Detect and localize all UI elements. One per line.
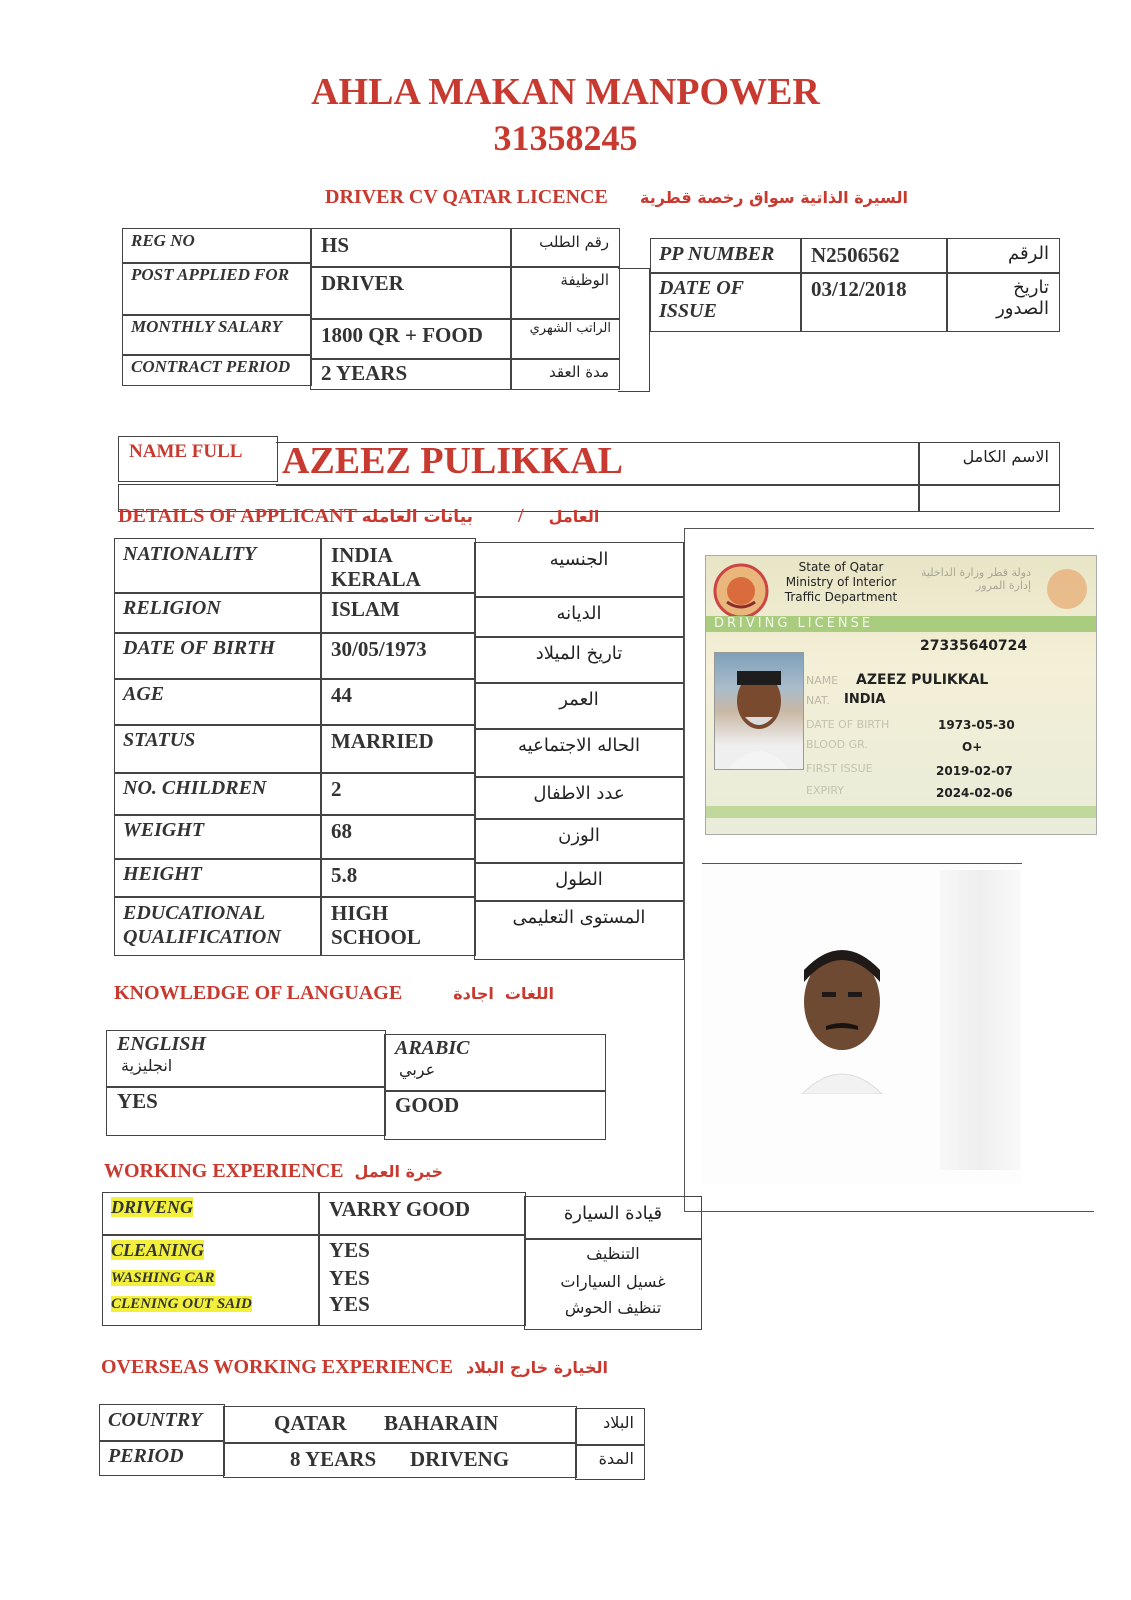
driving-label: DRIVENG — [111, 1197, 194, 1217]
weight-ar: الوزن — [558, 825, 600, 846]
status-value: MARRIED — [331, 729, 434, 753]
name-table — [118, 436, 1060, 512]
card-blood-label: BLOOD GR. — [806, 738, 868, 751]
country-ar: البلاد — [603, 1413, 634, 1432]
contract-value: 2 YEARS — [321, 361, 408, 385]
card-bottom-band — [706, 806, 1096, 818]
cleaning-ar: التنظيف — [586, 1244, 640, 1263]
company-phone: 31358245 — [493, 118, 638, 158]
washing-ar: غسيل السيارات — [560, 1272, 666, 1291]
country-value-2: BAHARAIN — [384, 1411, 499, 1435]
cv-title-ar: السيرة الذاتية سواق رخصة قطرية — [640, 188, 908, 207]
language-table — [106, 1030, 606, 1140]
washing-label: WASHING CAR — [111, 1270, 215, 1286]
english-level: YES — [117, 1089, 158, 1113]
education-label: EDUCATIONAL QUALIFICATION — [123, 902, 281, 948]
card-name: AZEEZ PULIKKAL — [856, 672, 989, 688]
details-table — [114, 538, 686, 962]
country-label: COUNTRY — [108, 1409, 203, 1431]
card-issue-label: FIRST ISSUE — [806, 762, 873, 775]
age-label: AGE — [123, 683, 165, 705]
nationality-label: NATIONALITY — [123, 543, 257, 565]
post-value: DRIVER — [321, 271, 404, 295]
name-ar: الاسم الكامل — [962, 447, 1049, 466]
period-value-1: 8 YEARS — [290, 1447, 377, 1471]
reg-no-label: REG NO — [131, 231, 195, 250]
card-nat-label: NAT. — [806, 694, 830, 707]
age-ar: العمر — [559, 689, 599, 710]
issue-date-label: DATE OF ISSUE — [659, 277, 744, 322]
work-table — [102, 1192, 702, 1334]
card-seal-icon — [1044, 566, 1090, 612]
outside-cleaning-value: YES — [329, 1292, 370, 1316]
company-name: AHLA MAKAN MANPOWER — [311, 71, 820, 113]
work-heading: WORKING EXPERIENCE خيرة العمل — [104, 1160, 444, 1182]
full-name: AZEEZ PULIKKAL — [282, 440, 624, 482]
religion-label: RELIGION — [123, 597, 221, 619]
card-blood: O+ — [962, 740, 983, 754]
post-label: POST APPLIED FOR — [131, 265, 290, 284]
status-ar: الحاله الاجتماعيه — [518, 735, 640, 756]
card-expiry: 2024-02-06 — [936, 786, 1013, 800]
qatar-emblem-icon — [712, 562, 770, 620]
card-issuer: State of Qatar Ministry of Interior Traffic Department — [784, 560, 898, 604]
cleaning-label: CLEANING — [111, 1240, 205, 1260]
period-ar: المدة — [598, 1449, 634, 1468]
issue-date-ar: تاريخ الصدور — [996, 277, 1049, 319]
driving-license-card — [705, 555, 1097, 835]
height-ar: الطول — [555, 869, 603, 890]
salary-label: MONTHLY SALARY — [131, 317, 282, 336]
children-label: NO. CHILDREN — [123, 777, 267, 799]
height-label: HEIGHT — [123, 863, 202, 885]
salary-value: 1800 QR + FOOD — [321, 323, 483, 347]
language-heading: KNOWLEDGE OF LANGUAGE اللغات اجادة — [114, 982, 555, 1004]
pp-number-value: N2506562 — [811, 243, 900, 267]
post-ar: الوظيفة — [560, 271, 609, 289]
issue-date-value: 03/12/2018 — [811, 277, 907, 301]
card-expiry-label: EXPIRY — [806, 784, 845, 797]
passport-table — [650, 238, 1060, 334]
driving-ar: قيادة السيارة — [563, 1203, 663, 1224]
nationality-ar: الجنسيه — [549, 549, 609, 570]
card-dob: 1973-05-30 — [938, 718, 1015, 732]
salary-ar: الراتب الشهري — [529, 321, 611, 336]
height-value: 5.8 — [331, 863, 358, 887]
religion-ar: الديانه — [556, 603, 602, 624]
reg-no-value: HS — [321, 233, 350, 257]
pp-number-ar: الرقم — [1007, 243, 1049, 264]
applicant-photo — [702, 863, 1022, 1184]
card-issue: 2019-02-07 — [936, 764, 1013, 778]
driving-value: VARRY GOOD — [329, 1197, 471, 1221]
card-band: DRIVING LICENSE — [706, 616, 1096, 632]
washing-value: YES — [329, 1266, 370, 1290]
overseas-table — [99, 1404, 645, 1482]
weight-label: WEIGHT — [123, 819, 205, 841]
arabic-ar: عربي — [399, 1060, 436, 1079]
religion-value: ISLAM — [331, 597, 400, 621]
card-photo — [714, 652, 804, 770]
education-value: HIGH SCHOOL — [331, 901, 421, 949]
contract-label: CONTRACT PERIOD — [131, 357, 291, 376]
weight-value: 68 — [331, 819, 352, 843]
dob-label: DATE OF BIRTH — [123, 637, 275, 659]
age-value: 44 — [331, 683, 352, 707]
card-arabic-header: دولة قطر وزارة الداخلية إدارة المرور — [921, 566, 1031, 592]
name-label: NAME FULL — [129, 441, 243, 462]
pp-number-label: PP NUMBER — [659, 243, 775, 265]
education-ar: المستوى التعليمى — [512, 907, 646, 928]
reg-no-ar: رقم الطلب — [539, 233, 609, 251]
card-nationality: INDIA — [844, 692, 886, 707]
outside-cleaning-label: CLENING OUT SAID — [111, 1296, 252, 1312]
arabic-label: ARABIC — [395, 1037, 470, 1059]
overseas-heading: OVERSEAS WORKING EXPERIENCE الخيارة خارج البلاد — [101, 1356, 608, 1378]
contract-ar: مدة العقد — [549, 363, 609, 381]
arabic-level: GOOD — [395, 1093, 460, 1117]
english-label: ENGLISH — [117, 1033, 206, 1055]
card-dob-label: DATE OF BIRTH — [806, 718, 890, 731]
card-name-label: NAME — [806, 674, 839, 687]
job-table — [122, 228, 650, 392]
period-label: PERIOD — [108, 1445, 184, 1467]
status-label: STATUS — [123, 729, 196, 751]
children-value: 2 — [331, 777, 342, 801]
cv-title-en: DRIVER CV QATAR LICENCE — [325, 186, 608, 208]
period-value-2: DRIVENG — [410, 1447, 510, 1471]
details-heading: DETAILS OF APPLICANT العامل / بيانات العامله — [118, 505, 600, 527]
english-ar: انجليزية — [121, 1056, 173, 1075]
nationality-value: INDIA KERALA — [331, 543, 421, 591]
card-number: 27335640724 — [920, 638, 1028, 654]
dob-value: 30/05/1973 — [331, 637, 427, 661]
dob-ar: تاريخ الميلاد — [535, 643, 623, 664]
portrait-figure — [782, 934, 902, 1094]
outside-cleaning-ar: تنظيف الحوش — [564, 1298, 662, 1317]
cleaning-value: YES — [329, 1238, 370, 1262]
country-value-1: QATAR — [274, 1411, 347, 1435]
children-ar: عدد الاطفال — [533, 783, 625, 804]
